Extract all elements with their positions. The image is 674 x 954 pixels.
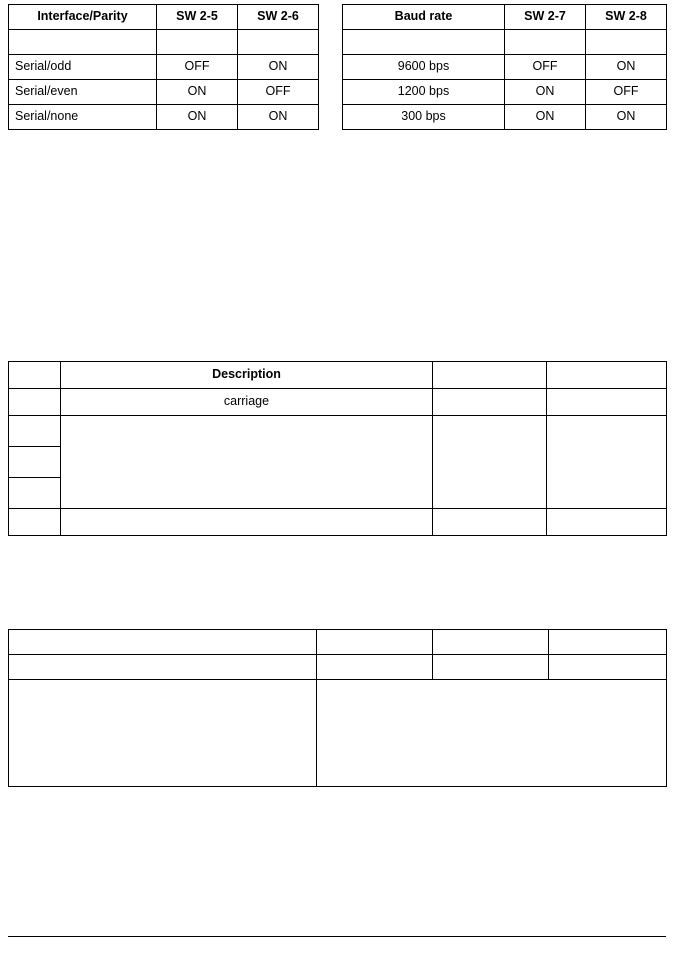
column-header-sw-2-5: SW 2-5: [157, 5, 238, 30]
table-header-row: [9, 362, 667, 389]
table-row: [9, 680, 667, 787]
cell-col3-merged: [433, 416, 547, 509]
cell-col2: [317, 655, 433, 680]
black-separator-row: [9, 30, 319, 55]
column-header-sw-2-6: SW 2-6: [238, 5, 319, 30]
cell-sw-2-6: ON: [238, 105, 319, 130]
column-header-description: Description: [61, 362, 433, 389]
cell-description: [61, 509, 433, 536]
cell-code: [9, 416, 61, 447]
black-cell: [238, 30, 319, 55]
black-cell: [586, 30, 667, 55]
cell-baud-rate: 1200 bps: [343, 80, 505, 105]
cell-sw-2-7: OFF: [505, 55, 586, 80]
table-header-row: [343, 5, 667, 30]
table-row: [343, 55, 667, 80]
cell-baud-rate: 9600 bps: [343, 55, 505, 80]
cell-col4: [547, 362, 667, 389]
cell-col3: [433, 362, 547, 389]
black-separator-row: [343, 30, 667, 55]
black-cell: [505, 30, 586, 55]
column-header-baud-rate: Baud rate: [343, 5, 505, 30]
interface-parity-table: [8, 4, 319, 130]
cell-sw-2-8: OFF: [586, 80, 667, 105]
lower-table: [8, 629, 667, 787]
baud-rate-table: [342, 4, 667, 130]
cell-col4: [547, 389, 667, 416]
table-row: [9, 105, 319, 130]
column-header-interface-parity: Interface/Parity: [9, 5, 157, 30]
table-row: [9, 55, 319, 80]
black-cell: [9, 30, 157, 55]
cell-col3: [433, 655, 549, 680]
cell-sw-2-8: ON: [586, 105, 667, 130]
cell-description-merged: [61, 416, 433, 509]
cell-interface-parity: Serial/even: [9, 80, 157, 105]
description-table: [8, 361, 667, 536]
table-row: [9, 509, 667, 536]
cell-sw-2-5: ON: [157, 105, 238, 130]
cell-col4: [547, 509, 667, 536]
cell-col4: [549, 655, 667, 680]
cell-col1: [9, 680, 317, 787]
cell-col4: [549, 630, 667, 655]
cell-sw-2-5: OFF: [157, 55, 238, 80]
cell-code: [9, 362, 61, 389]
cell-code: [9, 478, 61, 509]
cell-sw-2-5: ON: [157, 80, 238, 105]
table-row: [9, 416, 667, 447]
cell-sw-2-7: ON: [505, 80, 586, 105]
cell-sw-2-7: ON: [505, 105, 586, 130]
cell-interface-parity: Serial/none: [9, 105, 157, 130]
table-header-row: [9, 5, 319, 30]
cell-code: [9, 389, 61, 416]
table-row: [9, 389, 667, 416]
black-cell: [157, 30, 238, 55]
page-bottom-rule: [8, 936, 666, 937]
black-cell: [343, 30, 505, 55]
cell-sw-2-6: OFF: [238, 80, 319, 105]
table-header-row: [9, 630, 667, 655]
column-header-sw-2-7: SW 2-7: [505, 5, 586, 30]
cell-col3: [433, 389, 547, 416]
cell-code: [9, 447, 61, 478]
table-row: [9, 80, 319, 105]
cell-interface-parity: Serial/odd: [9, 55, 157, 80]
table-row: [343, 105, 667, 130]
cell-col3: [433, 509, 547, 536]
table-row: [343, 80, 667, 105]
cell-col1: [9, 655, 317, 680]
cell-col2: [317, 630, 433, 655]
cell-sw-2-8: ON: [586, 55, 667, 80]
cell-merged-block: [317, 680, 667, 787]
cell-sw-2-6: ON: [238, 55, 319, 80]
table-row: [9, 655, 667, 680]
cell-description: carriage: [61, 389, 433, 416]
cell-col1: [9, 630, 317, 655]
column-header-sw-2-8: SW 2-8: [586, 5, 667, 30]
cell-col3: [433, 630, 549, 655]
cell-code: [9, 509, 61, 536]
cell-baud-rate: 300 bps: [343, 105, 505, 130]
cell-col4-merged: [547, 416, 667, 509]
